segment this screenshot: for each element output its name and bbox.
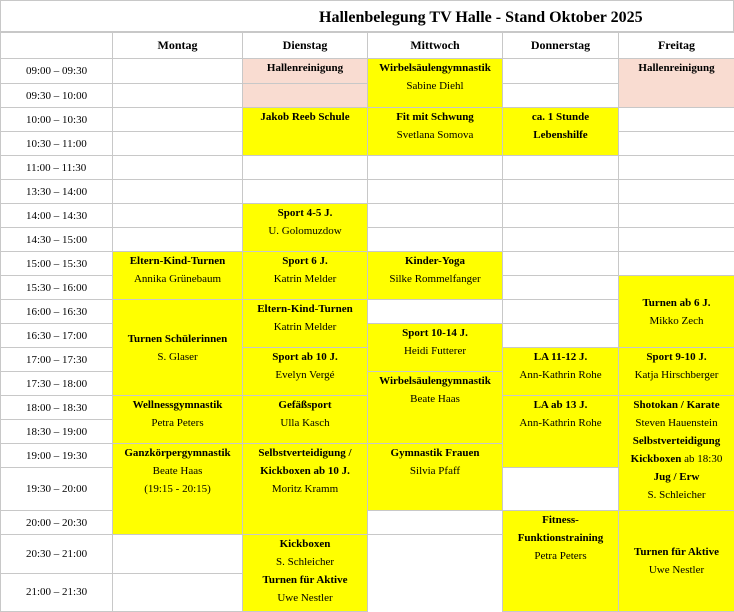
event-cell-mon-ekt <box>113 252 243 300</box>
empty-slot <box>113 535 243 574</box>
empty-slot <box>368 204 503 228</box>
event-instructor: Steven Hauenstein <box>619 414 734 432</box>
time-cell: 20:00 – 20:30 <box>1 511 113 535</box>
empty-slot <box>619 252 734 276</box>
event-instructor: S. Schleicher <box>243 553 367 571</box>
event-cell-wed-wirbel2 <box>368 372 503 444</box>
event-instructor: Beate Haas <box>368 390 502 408</box>
time-cell: 16:00 – 16:30 <box>1 300 113 324</box>
event-title: Shotokan / Karate <box>619 396 734 414</box>
event-cell-fri-cleaning <box>619 59 734 108</box>
event-title: Selbstverteidigung / <box>243 444 367 462</box>
event-instructor: Moritz Kramm <box>243 480 367 498</box>
event-title: LA ab 13 J. <box>503 396 618 414</box>
empty-slot <box>243 156 368 180</box>
time-cell: 19:00 – 19:30 <box>1 444 113 468</box>
day-header-friday: Freitag <box>619 33 734 59</box>
event-cell-tue-sport45 <box>243 204 368 252</box>
time-cell: 11:00 – 11:30 <box>1 156 113 180</box>
event-title: Wellnessgymnastik <box>113 396 242 414</box>
empty-slot <box>503 204 619 228</box>
corner-cell <box>1 33 113 59</box>
event-title-kickboxen-line <box>619 450 734 468</box>
event-cell-tue-ekt <box>243 300 368 348</box>
empty-slot <box>113 228 243 252</box>
header-row <box>1 33 734 59</box>
event-cell-wed-fitness <box>503 511 619 612</box>
event-instructor: Ulla Kasch <box>243 414 367 432</box>
event-title: Eltern-Kind-Turnen <box>113 252 242 270</box>
time-cell: 17:00 – 17:30 <box>1 348 113 372</box>
empty-slot <box>619 228 734 252</box>
time-cell: 09:00 – 09:30 <box>1 59 113 84</box>
empty-slot <box>113 180 243 204</box>
event-title-line2: Lebenshilfe <box>503 126 618 144</box>
empty-slot <box>503 324 619 348</box>
empty-slot <box>113 204 243 228</box>
event-title: Sport 10-14 J. <box>368 324 502 342</box>
event-instructor: Katja Hirschberger <box>619 366 734 384</box>
event-title: Wirbelsäulengymnastik <box>368 59 502 77</box>
event-title: Turnen ab 6 J. <box>619 294 734 312</box>
event-instructor: Katrin Melder <box>243 318 367 336</box>
event-title: Wirbelsäulengymnastik <box>368 372 502 390</box>
event-instructor: Uwe Nestler <box>243 589 367 607</box>
empty-slot <box>503 468 619 511</box>
event-cell-thu-la13 <box>503 396 619 468</box>
empty-slot <box>113 132 243 156</box>
time-cell: 18:00 – 18:30 <box>1 396 113 420</box>
event-instructor: Silke Rommelfanger <box>368 270 502 288</box>
event-cell-mon-wellness <box>113 396 243 444</box>
day-header-monday: Montag <box>113 33 243 59</box>
event-instructor: Uwe Nestler <box>619 561 734 579</box>
event-cell-wed-gymfrauen <box>368 444 503 511</box>
empty-slot <box>503 84 619 108</box>
time-cell: 15:00 – 15:30 <box>1 252 113 276</box>
event-group: Jug / Erw <box>619 468 734 486</box>
event-instructor: Petra Peters <box>503 547 618 565</box>
event-cell-tue-cleaning-cont <box>243 84 368 108</box>
event-title: Sport 4-5 J. <box>243 204 367 222</box>
empty-slot <box>503 156 619 180</box>
time-cell: 21:00 – 21:30 <box>1 573 113 612</box>
empty-slot <box>368 511 503 535</box>
event-instructor: Ann-Kathrin Rohe <box>503 366 618 384</box>
empty-slot <box>503 180 619 204</box>
empty-slot <box>503 300 619 324</box>
schedule-table <box>0 32 734 612</box>
event-title: ca. 1 Stunde <box>503 108 618 126</box>
event-cell-wed-wirbel1 <box>368 59 503 108</box>
empty-slot <box>368 156 503 180</box>
event-title: Kinder-Yoga <box>368 252 502 270</box>
time-cell: 15:30 – 16:00 <box>1 276 113 300</box>
page-title: Hallenbelegung TV Halle - Stand Oktober 2025 <box>319 9 643 27</box>
event-cell-mon-schuelerinnen <box>113 300 243 396</box>
event-title: Sport ab 10 J. <box>243 348 367 366</box>
time-cell: 16:30 – 17:00 <box>1 324 113 348</box>
empty-slot <box>243 180 368 204</box>
empty-slot <box>113 84 243 108</box>
day-header-thursday: Donnerstag <box>503 33 619 59</box>
event-instructor: Svetlana Somova <box>368 126 502 144</box>
empty-slot <box>503 276 619 300</box>
event-instructor: Ann-Kathrin Rohe <box>503 414 618 432</box>
time-cell: 17:30 – 18:00 <box>1 372 113 396</box>
event-title-kickboxen: Kickboxen <box>631 453 682 465</box>
empty-slot <box>619 132 734 156</box>
event-instructor: Beate Haas <box>113 462 242 480</box>
day-header-wednesday: Mittwoch <box>368 33 503 59</box>
event-title: Fit mit Schwung <box>368 108 502 126</box>
event-title-aktive: Turnen für Aktive <box>243 571 367 589</box>
event-time-note: (19:15 - 20:15) <box>113 480 242 498</box>
day-header-tuesday: Dienstag <box>243 33 368 59</box>
event-title: Fitness- <box>503 511 618 529</box>
event-title-line2: Kickboxen ab 10 J. <box>243 462 367 480</box>
empty-slot <box>368 228 503 252</box>
event-title: Sport 6 J. <box>243 252 367 270</box>
time-cell: 19:30 – 20:00 <box>1 468 113 511</box>
time-cell: 09:30 – 10:00 <box>1 84 113 108</box>
event-cell-thu-la1112 <box>503 348 619 396</box>
event-instructor: Heidi Futterer <box>368 342 502 360</box>
event-cell-tue-jakob <box>243 108 368 156</box>
event-instructor: Katrin Melder <box>243 270 367 288</box>
event-time-note: ab 18:30 <box>681 453 722 465</box>
time-cell: 14:30 – 15:00 <box>1 228 113 252</box>
empty-slot <box>113 59 243 84</box>
event-cell-wed-sport1014 <box>368 324 503 372</box>
event-cell-tue-gefaess <box>243 396 368 444</box>
event-cell-tue-sport10 <box>243 348 368 396</box>
event-title: Hallenreinigung <box>619 59 734 77</box>
empty-slot <box>503 59 619 84</box>
time-cell: 20:30 – 21:00 <box>1 535 113 574</box>
event-instructor: Petra Peters <box>113 414 242 432</box>
event-title: Gefäßsport <box>243 396 367 414</box>
event-title: Turnen Schülerinnen <box>113 330 242 348</box>
empty-slot <box>368 300 503 324</box>
empty-slot <box>368 180 503 204</box>
event-title: Gymnastik Frauen <box>368 444 502 462</box>
event-instructor: S. Glaser <box>113 348 242 366</box>
event-instructor: Evelyn Vergé <box>243 366 367 384</box>
empty-slot <box>503 252 619 276</box>
empty-slot <box>113 156 243 180</box>
time-cell: 14:00 – 14:30 <box>1 204 113 228</box>
event-cell-wed-yoga <box>368 252 503 300</box>
event-cell-fri-karate <box>619 396 734 511</box>
event-title: Hallenreinigung <box>243 59 367 77</box>
empty-slot <box>113 108 243 132</box>
event-cell-wed-fit <box>368 108 503 156</box>
time-cell: 10:30 – 11:00 <box>1 132 113 156</box>
empty-slot <box>619 204 734 228</box>
event-title: Ganzkörpergymnastik <box>113 444 242 462</box>
time-cell: 10:00 – 10:30 <box>1 108 113 132</box>
event-instructor: Silvia Pfaff <box>368 462 502 480</box>
event-cell-tue-selbstverteidigung <box>243 444 368 535</box>
event-title: Kickboxen <box>243 535 367 553</box>
event-instructor: U. Golomuzdow <box>243 222 367 240</box>
event-cell-thu-lebenshilfe <box>503 108 619 156</box>
empty-slot <box>113 573 243 612</box>
event-cell-tue-cleaning <box>243 59 368 84</box>
event-instructor: Mikko Zech <box>619 312 734 330</box>
event-title: Jakob Reeb Schule <box>243 108 367 126</box>
event-title-line2: Funktionstraining <box>503 529 618 547</box>
event-cell-thu-aktive <box>619 511 734 612</box>
event-title: Turnen für Aktive <box>619 543 734 561</box>
empty-slot <box>619 156 734 180</box>
empty-slot <box>619 108 734 132</box>
page-title-box <box>0 0 734 32</box>
event-instructor: S. Schleicher <box>619 486 734 504</box>
time-cell: 13:30 – 14:00 <box>1 180 113 204</box>
event-title: Sport 9-10 J. <box>619 348 734 366</box>
event-title: Eltern-Kind-Turnen <box>243 300 367 318</box>
empty-slot <box>503 228 619 252</box>
event-instructor: Annika Grünebaum <box>113 270 242 288</box>
event-title-selbstverteidigung: Selbstverteidigung <box>619 432 734 450</box>
time-cell: 18:30 – 19:00 <box>1 420 113 444</box>
event-title: LA 11-12 J. <box>503 348 618 366</box>
event-cell-fri-turnen6 <box>619 276 734 348</box>
event-cell-tue-sport6 <box>243 252 368 300</box>
empty-slot <box>619 180 734 204</box>
event-cell-mon-ganzkoerper <box>113 444 243 535</box>
event-cell-fri-sport910 <box>619 348 734 396</box>
event-instructor: Sabine Diehl <box>368 77 502 95</box>
